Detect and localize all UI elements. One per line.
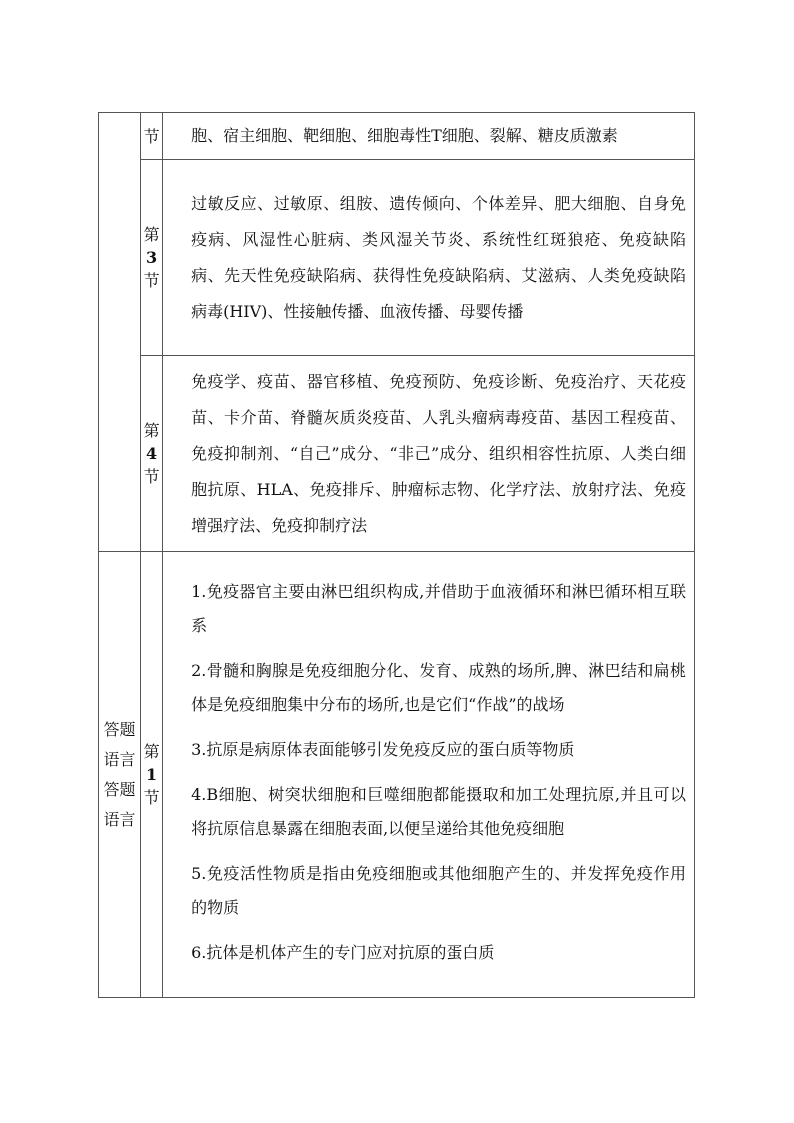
category-cell (99, 113, 141, 552)
table-row (99, 552, 695, 998)
answer-item: 1.免疫器官主要由淋巴组织构成,并借助于血液循环和淋巴循环相互联系 (191, 582, 686, 635)
terms-text: 胞、宿主细胞、靶细胞、细胞毒性T细胞、裂解、糖皮质激素 (191, 126, 618, 145)
answer-item: 5.免疫活性物质是指由免疫细胞或其他细胞产生的、并发挥免疫作用的物质 (191, 864, 686, 917)
category-label: 答题 (103, 719, 136, 739)
answer-item: 2.骨髓和胸腺是免疫细胞分化、发育、成熟的场所,脾、淋巴结和扁桃体是免疫细胞集中分布的场所,也是它们“作战”的战场 (191, 661, 686, 714)
section-number: 1 (146, 765, 158, 784)
terms-text: 过敏反应、过敏原、组胺、遗传倾向、个体差异、肥大细胞、自身免疫病、风湿性心脏病、类风湿关节炎、系统性红斑狼疮、免疫缺陷病、先天性免疫缺陷病、获得性免疫缺陷病、艾滋病、人类免疫缺陷病毒(HIV)、性接触传播、血液传播、母婴传播 (191, 193, 686, 321)
answer-item: 4.B细胞、树突状细胞和巨噬细胞都能摄取和加工处理抗原,并且可以将抗原信息暴露在细胞表面,以便呈递给其他免疫细胞 (191, 785, 686, 838)
answer-item: 6.抗体是机体产生的专门应对抗原的蛋白质 (191, 943, 495, 962)
terms-cell (163, 356, 695, 552)
answer-item: 3.抗原是病原体表面能够引发免疫反应的蛋白质等物质 (191, 740, 575, 759)
answer-language-cell (163, 552, 695, 998)
table-row (99, 113, 695, 160)
section-number: 4 (146, 444, 158, 463)
terms-text: 免疫学、疫苗、器官移植、免疫预防、免疫诊断、免疫治疗、天花疫苗、卡介苗、脊髓灰质炎疫苗、人乳头瘤病毒疫苗、基因工程疫苗、免疫抑制剂、“自己”成分、“非己”成分、组织相容性抗原、人类白细胞抗原、HLA、免疫排斥、肿瘤标志物、化学疗法、放射疗法、免疫增强疗法、免疫抑制疗法 (191, 371, 686, 535)
terms-cell (163, 113, 695, 160)
section-label-char: 节 (143, 788, 160, 807)
section-label (141, 552, 163, 998)
section-label-char: 节 (143, 271, 160, 290)
table-row (99, 160, 695, 356)
category-label: 语言 (103, 809, 136, 829)
section-number: 3 (146, 248, 158, 267)
category-label: 语言 (103, 749, 136, 769)
section-label-char: 第 (143, 225, 160, 244)
section-label-char: 第 (143, 421, 160, 440)
section-label-char: 节 (143, 467, 160, 486)
terms-table (98, 112, 695, 998)
category-label: 答题 (103, 779, 136, 799)
section-label (141, 113, 163, 160)
category-cell (99, 552, 141, 998)
table-row (99, 356, 695, 552)
section-label (141, 356, 163, 552)
section-label (141, 160, 163, 356)
section-label-char: 第 (143, 742, 160, 761)
terms-cell (163, 160, 695, 356)
section-label-char: 节 (143, 126, 160, 146)
